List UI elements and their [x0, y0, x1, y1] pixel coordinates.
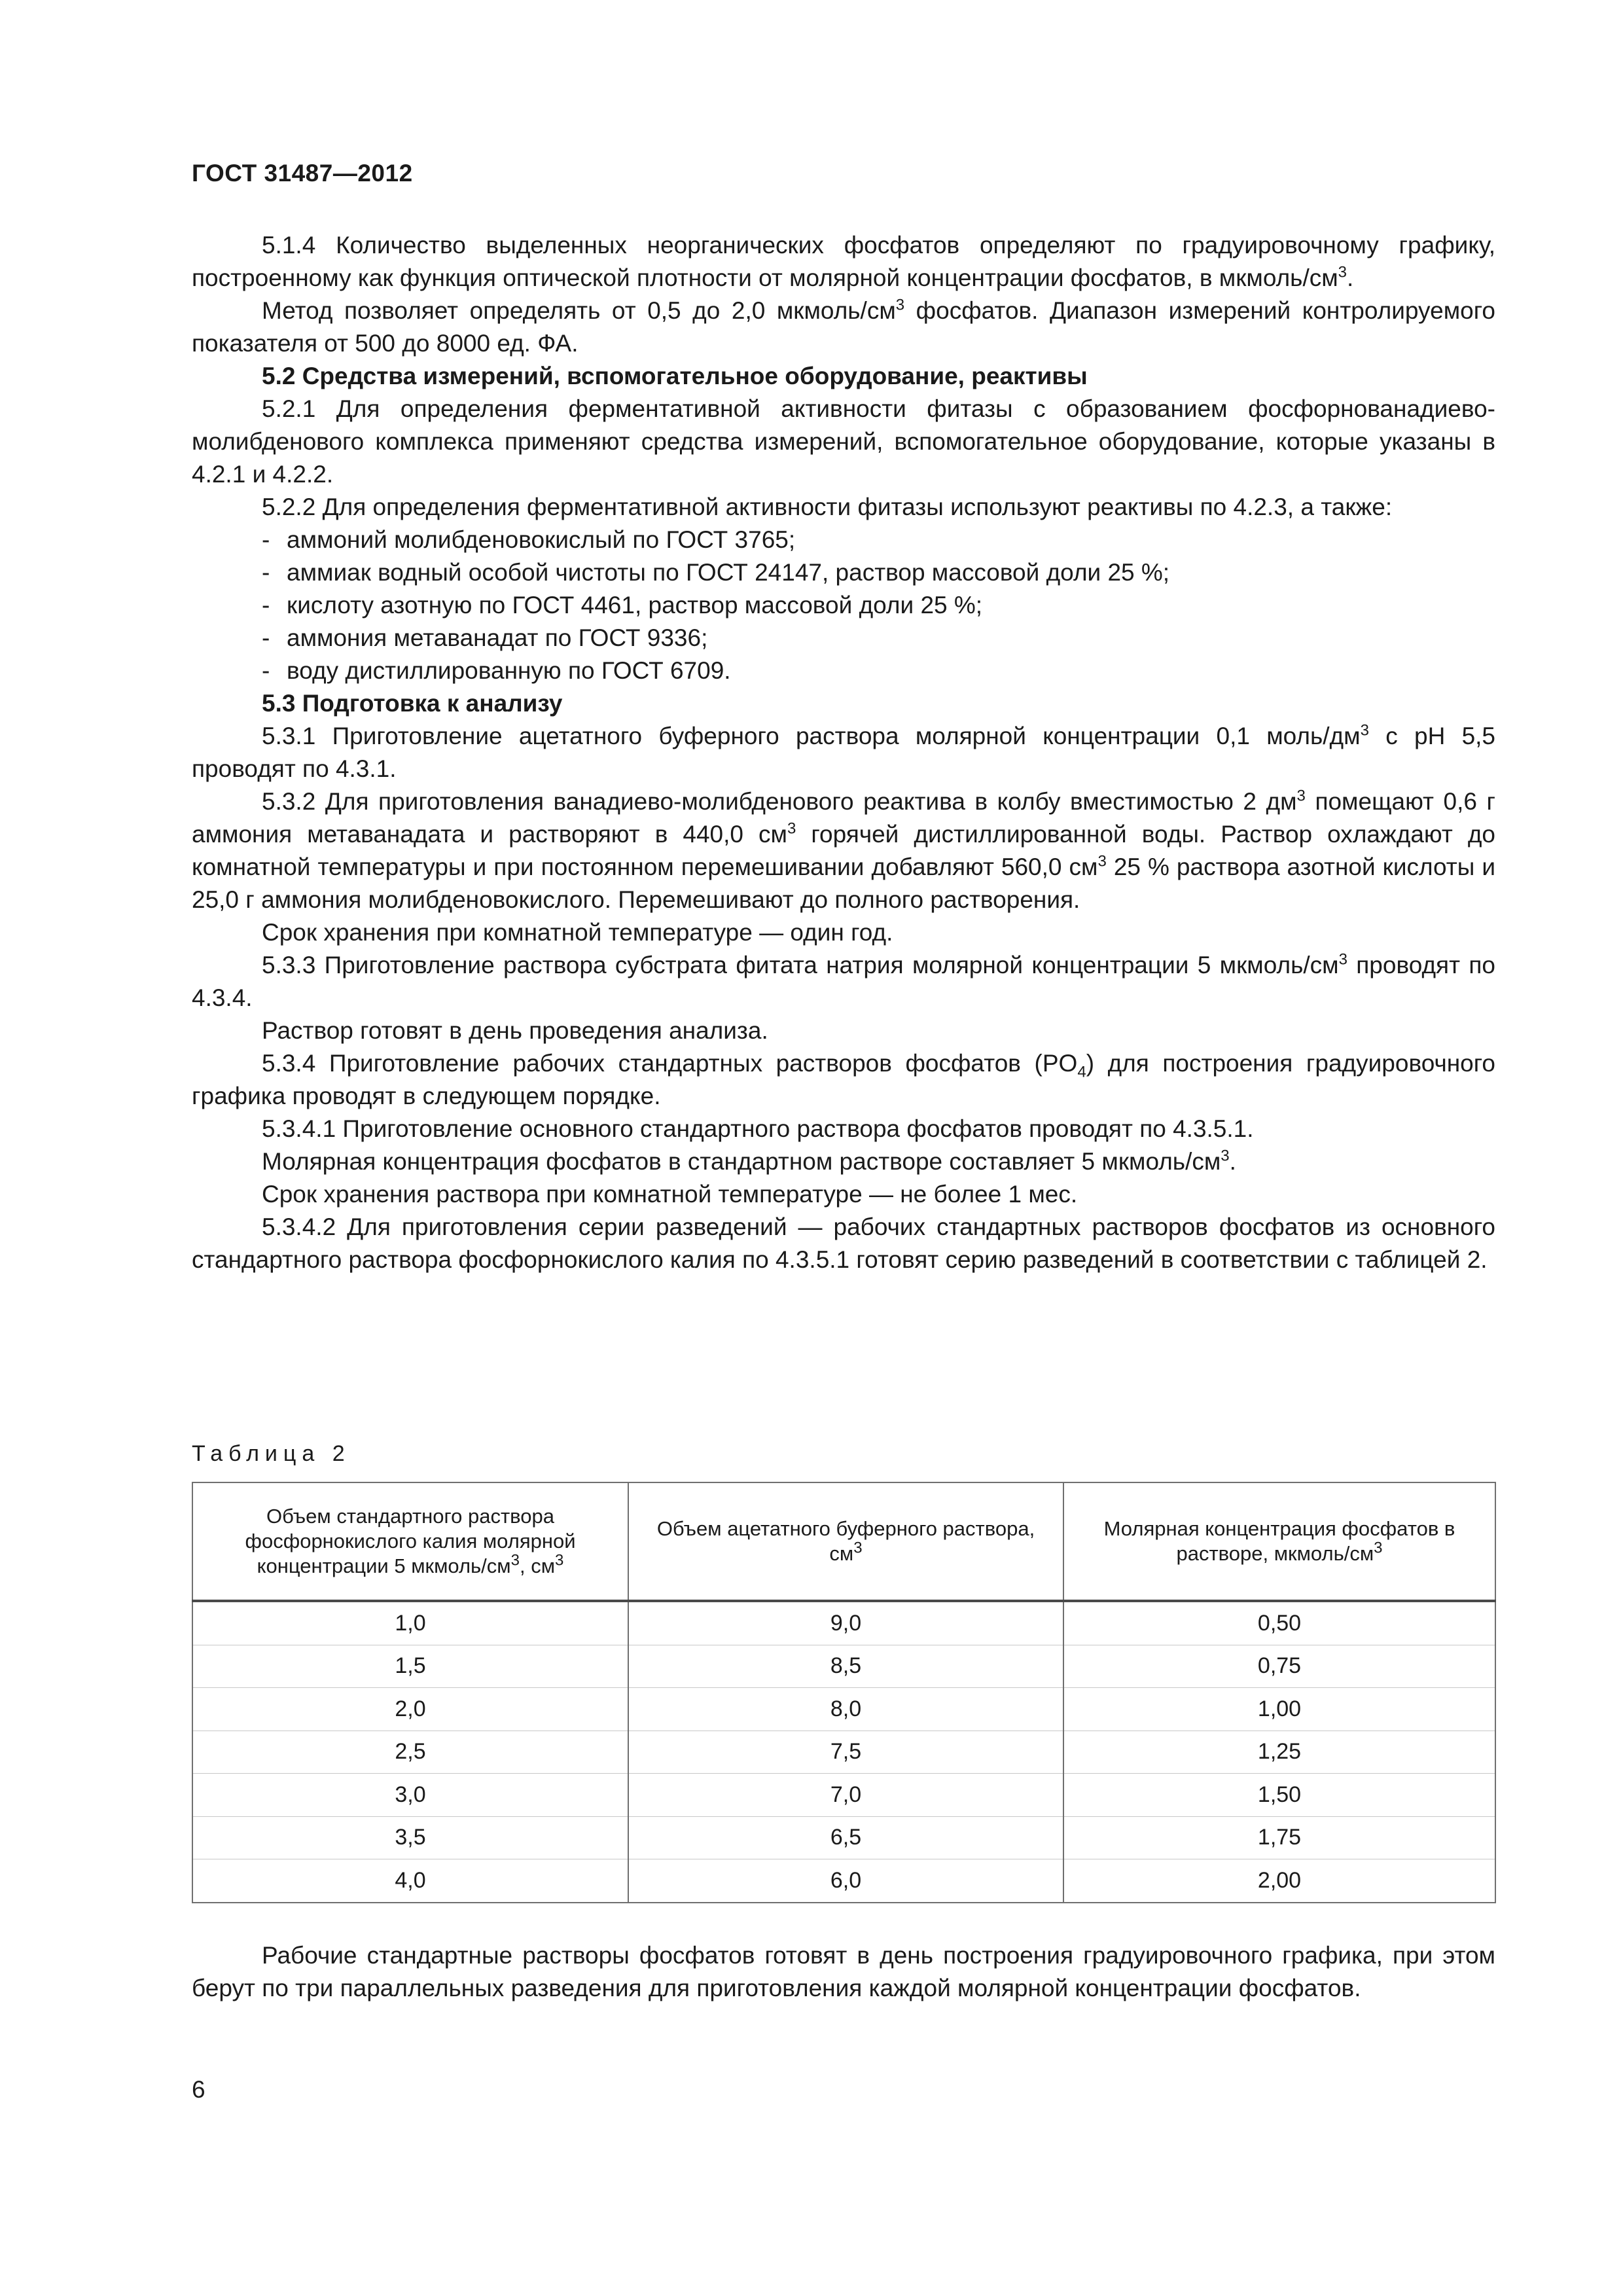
table-cell: 2,0: [192, 1688, 628, 1731]
table-cell: 7,5: [628, 1731, 1063, 1774]
table-cell: 1,0: [192, 1601, 628, 1645]
paragraph-5-3-1: 5.3.1 Приготовление ацетатного буферного раствора молярной концентрации 0,1 моль/$дм^3$ с pH 5,5 проводят по 4.3.1.: [192, 721, 1496, 782]
table-cell: 1,50: [1063, 1774, 1495, 1817]
list-item: - кислоту азотную по ГОСТ 4461, раствор массовой доли 25 %;: [262, 592, 983, 619]
table-cell: 4,0: [192, 1859, 628, 1903]
table-row: [192, 1688, 1495, 1731]
table-row: [192, 1731, 1495, 1774]
list-item: - аммиак водный особой чистоты по ГОСТ 24147, раствор массовой доли 25 %;: [262, 559, 1170, 586]
document-header: ГОСТ 31487—2012: [192, 160, 413, 187]
table-header-cell: Молярная концентрация фосфатов в растворе, мкмоль/$см^3$: [1063, 1482, 1495, 1601]
paragraph-5-3-4: 5.3.4 Приготовление рабочих стандартных растворов фосфатов $(PO_4)$ для построения градуировочного графика проводят в следующем порядке.: [192, 1050, 1496, 1109]
table-cell: 1,00: [1063, 1688, 1495, 1731]
paragraph-5-1-4: 5.1.4 Количество выделенных неорганических фосфатов определяют по градуировочному графику, построенному как функция оптической плотности от молярной концентрации фосфатов, в мкмоль/$см^3$.: [192, 232, 1495, 291]
table-row: [192, 1816, 1495, 1859]
table-row: [192, 1774, 1495, 1817]
paragraph-5-3-2: 5.3.2 Для приготовления ванадиево-молибденового реактива в колбу вместимостью 2 $дм^3$ помещают 0,6 г аммония метаванадата и растворяют в 440,0 $см^3$ горячей дистиллированной воды. Раствор охлаждают до комнатной температуры и при постоянном перемешивании добавляют 560,0 $см^3$ 25 % раствора азотной кислоты и 25,0 г аммония молибденовокислого. Перемешивают до полного растворения.: [192, 787, 1495, 913]
table-cell: 0,75: [1063, 1645, 1495, 1688]
reagents-list: [192, 524, 1495, 687]
document-body: [192, 229, 1495, 1276]
table-cell: 7,0: [628, 1774, 1063, 1817]
paragraph-standard-concentration: Молярная концентрация фосфатов в стандартном растворе составляет 5 мкмоль/$см^3$.: [262, 1147, 1236, 1175]
table-cell: 8,0: [628, 1688, 1063, 1731]
paragraph-5-2-1: 5.2.1 Для определения ферментативной активности фитазы с образованием фосфорнованадиево-молибденового комплекса применяют средства измерений, вспомогательное оборудование, которые указаны в 4.2.1 и 4.2.2.: [192, 395, 1495, 488]
section-heading-5-3: 5.3 Подготовка к анализу: [262, 690, 563, 717]
table-cell: 0,50: [1063, 1601, 1495, 1645]
table-cell: 9,0: [628, 1601, 1063, 1645]
table-cell: 8,5: [628, 1645, 1063, 1688]
table-cell: 1,75: [1063, 1816, 1495, 1859]
table-cell: 3,5: [192, 1816, 628, 1859]
list-item: - аммония метаванадат по ГОСТ 9336;: [262, 624, 708, 651]
dilution-table: [192, 1482, 1496, 1903]
footer-paragraph: [192, 1939, 1495, 2005]
table-header-cell: Объем стандартного раствора фосфорнокислого калия молярной концентрации 5 мкмоль/$см^3$, $см^3$: [192, 1482, 628, 1601]
paragraph-storage-reagent: Срок хранения при комнатной температуре — один год.: [262, 919, 893, 946]
table-cell: 1,25: [1063, 1731, 1495, 1774]
table-cell: 2,5: [192, 1731, 628, 1774]
table-row: [192, 1645, 1495, 1688]
paragraph-storage-standard: Срок хранения раствора при комнатной температуре — не более 1 мес.: [262, 1181, 1078, 1208]
list-item: - воду дистиллированную по ГОСТ 6709.: [262, 657, 731, 684]
section-heading-5-2: 5.2 Средства измерений, вспомогательное оборудование, реактивы: [262, 363, 1088, 389]
table-cell: 6,5: [628, 1816, 1063, 1859]
paragraph-5-2-2: 5.2.2 Для определения ферментативной активности фитазы используют реактивы по 4.2.3, а также:: [262, 493, 1393, 520]
paragraph-5-3-3: 5.3.3 Приготовление раствора субстрата фитата натрия молярной концентрации 5 мкмоль/$см^3$ проводят по 4.3.4.: [192, 950, 1495, 1011]
table-caption: Таблица 2: [192, 1441, 351, 1466]
paragraph-method-range: Метод позволяет определять от 0,5 до 2,0 мкмоль/$см^3$ фосфатов. Диапазон измерений контролируемого показателя от 500 до 8000 ед. ФА.: [192, 296, 1495, 357]
table-cell: 1,5: [192, 1645, 628, 1688]
table-header-cell: Объем ацетатного буферного раствора, $см^3$: [628, 1482, 1063, 1601]
paragraph-5-3-4-2: 5.3.4.2 Для приготовления серии разведений — рабочих стандартных растворов фосфатов из основного стандартного раствора фосфорнокислого калия по 4.3.5.1 готовят серию разведений в соответствии с таблицей 2.: [192, 1213, 1495, 1273]
table-cell: 6,0: [628, 1859, 1063, 1903]
list-item: - аммоний молибденовокислый по ГОСТ 3765;: [262, 526, 796, 553]
paragraph-5-3-4-1: 5.3.4.1 Приготовление основного стандартного раствора фосфатов проводят по 4.3.5.1.: [262, 1115, 1254, 1142]
table-cell: 2,00: [1063, 1859, 1495, 1903]
table-row: [192, 1601, 1495, 1645]
table-cell: 3,0: [192, 1774, 628, 1817]
paragraph-working-solutions: Рабочие стандартные растворы фосфатов готовят в день построения градуировочного графика, при этом берут по три параллельных разведения для приготовления каждой молярной концентрации фосфатов.: [192, 1942, 1495, 2001]
paragraph-prepare-day: Раствор готовят в день проведения анализа.: [262, 1017, 768, 1044]
table-row: [192, 1859, 1495, 1903]
table-header-row: [192, 1482, 1495, 1601]
page-number: 6: [192, 2076, 205, 2103]
